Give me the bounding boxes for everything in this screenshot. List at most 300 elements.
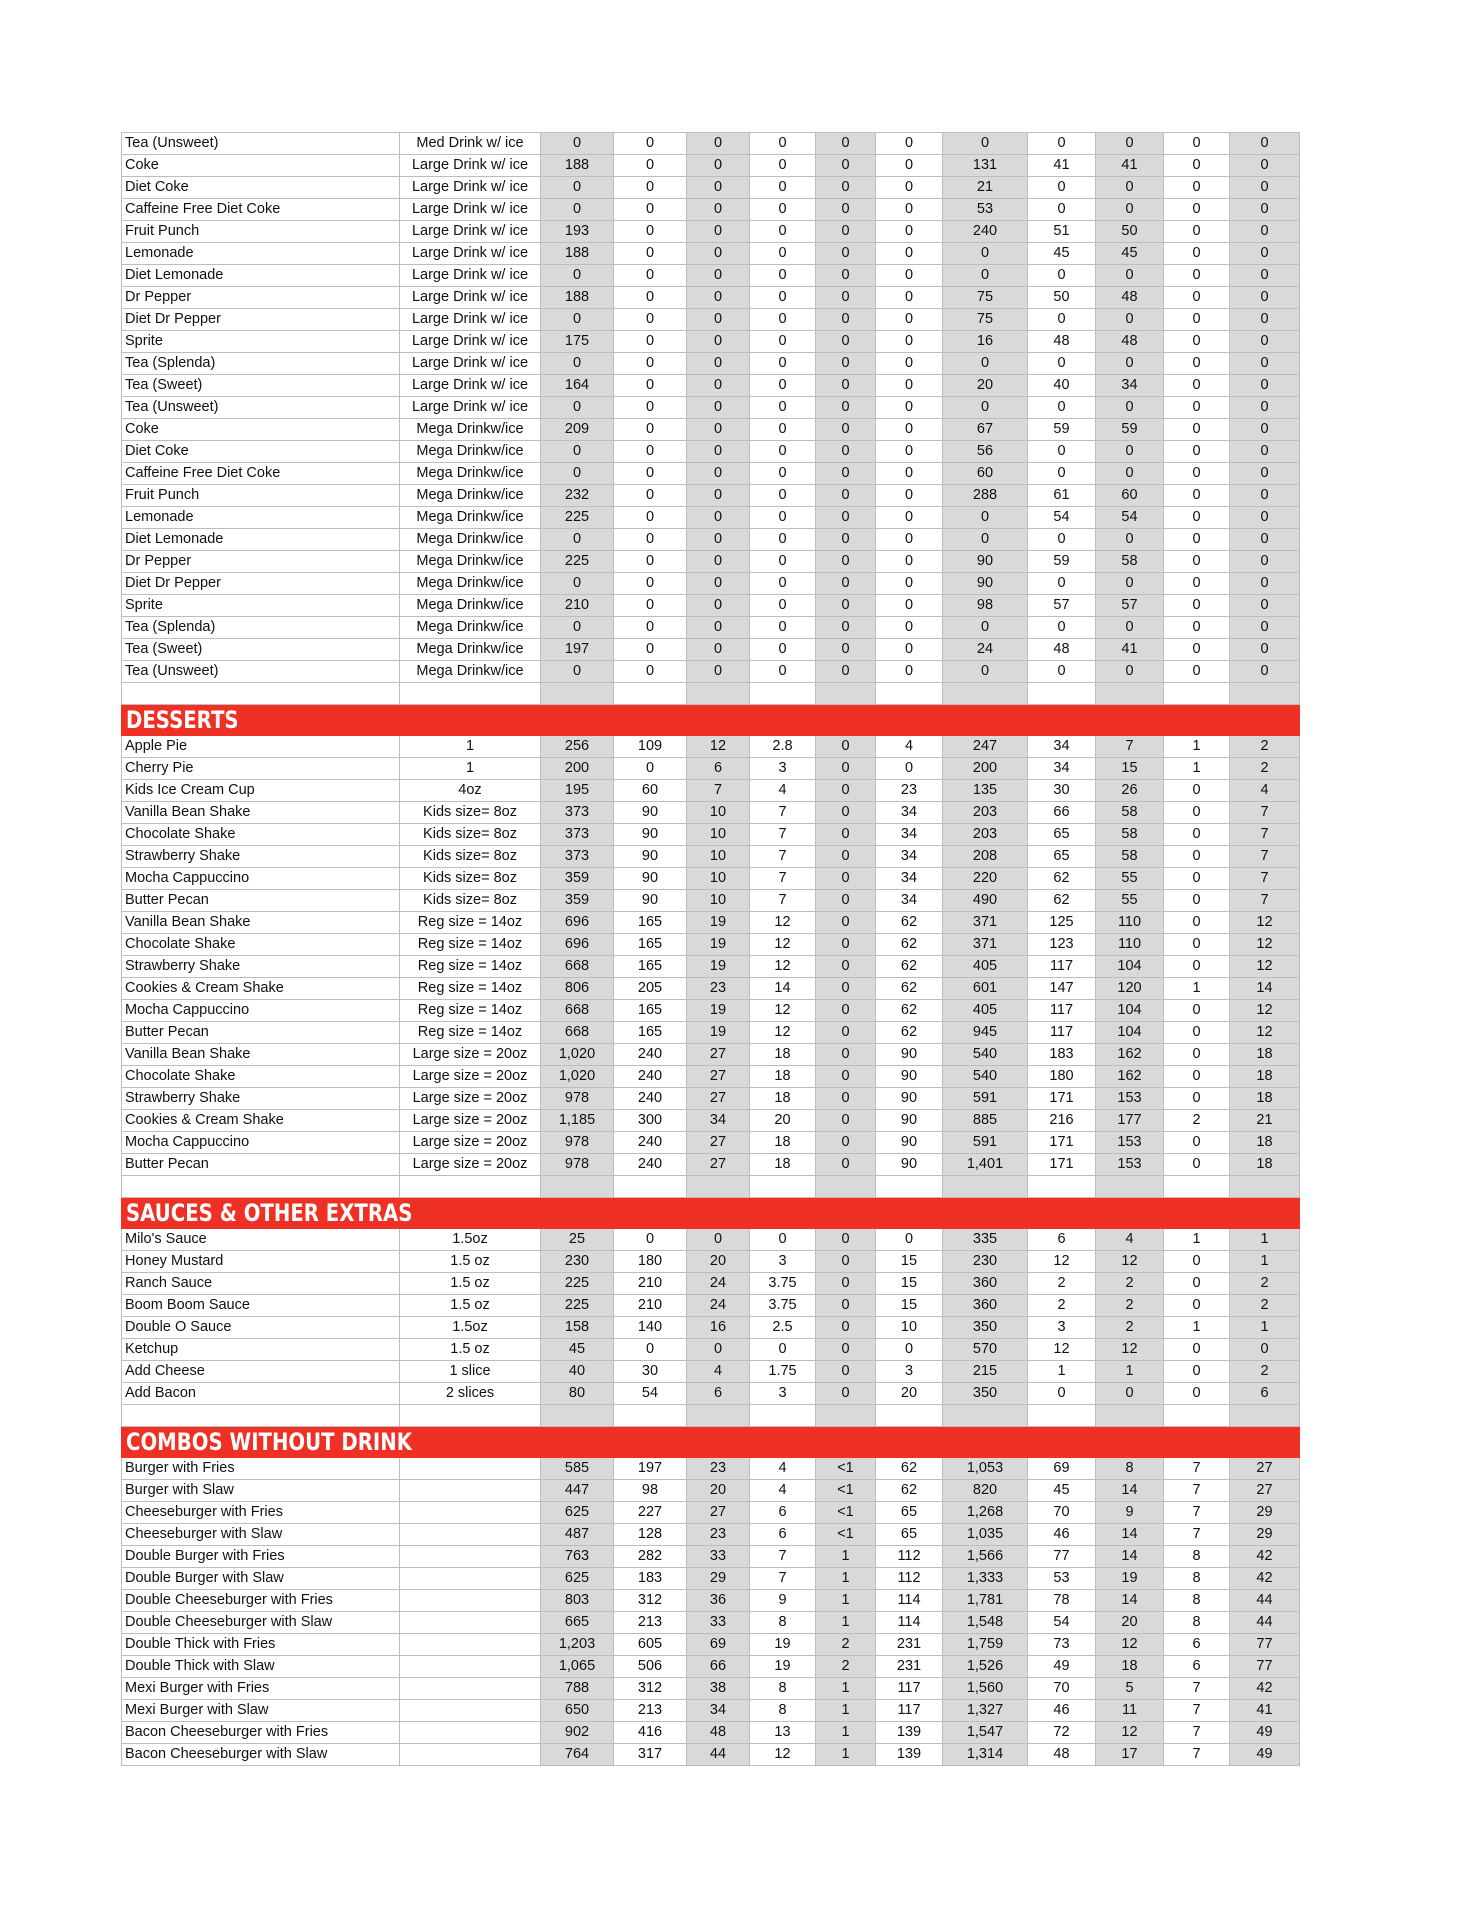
nutrient-value-cell: 14 (1096, 1546, 1164, 1568)
nutrient-value-cell: 0 (876, 551, 943, 573)
section-header-row (122, 705, 1300, 736)
nutrient-value-cell: 49 (1028, 1656, 1096, 1678)
section-title: SAUCES & OTHER EXTRAS (126, 1199, 413, 1227)
nutrient-value-cell: 34 (687, 1700, 750, 1722)
nutrient-value-cell: 54 (614, 1383, 687, 1405)
nutrient-value-cell: 50 (1028, 287, 1096, 309)
nutrient-value-cell: 7 (750, 1546, 816, 1568)
nutrient-value-cell: 0 (1164, 1132, 1230, 1154)
nutrient-value-cell: 7 (1164, 1722, 1230, 1744)
nutrient-value-cell: 1,401 (943, 1154, 1028, 1176)
serving-size-cell: 2 slices (400, 1383, 541, 1405)
nutrient-value-cell: 15 (876, 1273, 943, 1295)
nutrient-value-cell: 0 (614, 617, 687, 639)
nutrient-value-cell: 0 (750, 507, 816, 529)
item-name-cell: Caffeine Free Diet Coke (122, 463, 400, 485)
nutrient-value-cell: 605 (614, 1634, 687, 1656)
nutrient-value-cell: 0 (687, 595, 750, 617)
nutrient-value-cell: 0 (687, 309, 750, 331)
nutrient-value-cell: 0 (687, 617, 750, 639)
nutrient-value-cell: 0 (1164, 780, 1230, 802)
nutrient-value-cell: 1 (1230, 1317, 1300, 1339)
section-header-row (122, 1198, 1300, 1229)
nutrient-value-cell: 625 (541, 1568, 614, 1590)
nutrient-value-cell: 0 (816, 419, 876, 441)
nutrient-value-cell: 117 (1028, 1022, 1096, 1044)
nutrient-value-cell: 0 (1028, 309, 1096, 331)
nutrient-value-cell: 80 (541, 1383, 614, 1405)
nutrient-value-cell: 240 (614, 1066, 687, 1088)
nutrient-value-cell: 447 (541, 1480, 614, 1502)
nutrient-value-cell: 209 (541, 419, 614, 441)
nutrient-value-cell: 0 (876, 595, 943, 617)
nutrient-value-cell: 247 (943, 736, 1028, 758)
nutrient-value-cell: 0 (816, 1044, 876, 1066)
nutrient-value-cell: 30 (614, 1361, 687, 1383)
nutrient-value-cell: 0 (750, 617, 816, 639)
nutrient-value-cell: 2 (1230, 736, 1300, 758)
nutrient-value-cell: 65 (876, 1524, 943, 1546)
nutrient-value-cell: 8 (750, 1700, 816, 1722)
nutrient-value-cell: 0 (687, 463, 750, 485)
section-header (122, 1427, 1300, 1458)
nutrient-value-cell: 14 (750, 978, 816, 1000)
nutrient-value-cell: 0 (816, 1088, 876, 1110)
nutrient-value-cell: 0 (1028, 617, 1096, 639)
nutrient-value-cell: 58 (1096, 551, 1164, 573)
nutrient-value-cell: 0 (1096, 397, 1164, 419)
nutrient-value-cell: 0 (1096, 441, 1164, 463)
nutrient-value-cell: 42 (1230, 1568, 1300, 1590)
nutrient-value-cell: 58 (1096, 846, 1164, 868)
nutrient-value-cell: 48 (1028, 331, 1096, 353)
empty-cell (750, 683, 816, 705)
nutrient-value-cell: 360 (943, 1295, 1028, 1317)
item-name-cell: Burger with Fries (122, 1458, 400, 1480)
nutrient-value-cell: 153 (1096, 1132, 1164, 1154)
empty-cell (816, 1176, 876, 1198)
nutrient-value-cell: 188 (541, 287, 614, 309)
nutrient-value-cell: 359 (541, 868, 614, 890)
serving-size-cell (400, 1744, 541, 1766)
nutrient-value-cell: 7 (687, 780, 750, 802)
nutrient-value-cell: 978 (541, 1154, 614, 1176)
nutrient-value-cell: 53 (1028, 1568, 1096, 1590)
nutrient-value-cell: 3 (876, 1361, 943, 1383)
nutrient-value-cell: 668 (541, 1022, 614, 1044)
nutrient-value-cell: 0 (816, 133, 876, 155)
nutrient-value-cell: 405 (943, 1000, 1028, 1022)
empty-cell (541, 683, 614, 705)
nutrient-value-cell: 0 (687, 331, 750, 353)
nutrient-value-cell: 0 (1164, 1088, 1230, 1110)
empty-cell (1164, 683, 1230, 705)
table-row (122, 287, 1300, 309)
nutrient-value-cell: 5 (1096, 1678, 1164, 1700)
nutrient-value-cell: 0 (1028, 133, 1096, 155)
item-name-cell: Cherry Pie (122, 758, 400, 780)
nutrient-value-cell: 34 (1096, 375, 1164, 397)
serving-size-cell: Mega Drinkw/ice (400, 507, 541, 529)
serving-size-cell: Large size = 20oz (400, 1132, 541, 1154)
nutrient-value-cell: 0 (750, 441, 816, 463)
table-row (122, 1317, 1300, 1339)
nutrient-value-cell: 820 (943, 1480, 1028, 1502)
nutrient-value-cell: 34 (1028, 758, 1096, 780)
serving-size-cell: Large Drink w/ ice (400, 353, 541, 375)
nutrient-value-cell: 0 (876, 529, 943, 551)
nutrient-value-cell: 2 (1028, 1295, 1096, 1317)
nutrient-value-cell: 0 (816, 758, 876, 780)
item-name-cell: Mocha Cappuccino (122, 868, 400, 890)
nutrient-value-cell: 650 (541, 1700, 614, 1722)
nutrient-value-cell: 1,781 (943, 1590, 1028, 1612)
nutrient-value-cell: 0 (1164, 912, 1230, 934)
nutrient-value-cell: 33 (687, 1546, 750, 1568)
item-name-cell: Tea (Unsweet) (122, 397, 400, 419)
nutrient-value-cell: 1,547 (943, 1722, 1028, 1744)
nutrient-value-cell: 300 (614, 1110, 687, 1132)
table-row (122, 1361, 1300, 1383)
nutrient-value-cell: 0 (750, 573, 816, 595)
nutrient-value-cell: 18 (1230, 1088, 1300, 1110)
nutrient-value-cell: 12 (750, 934, 816, 956)
nutrient-value-cell: 18 (750, 1044, 816, 1066)
nutrient-value-cell: 56 (943, 441, 1028, 463)
serving-size-cell (400, 1634, 541, 1656)
nutrient-value-cell: 0 (816, 331, 876, 353)
nutrient-value-cell: 0 (541, 265, 614, 287)
nutrient-value-cell: 371 (943, 912, 1028, 934)
nutrient-value-cell: 0 (1164, 419, 1230, 441)
nutrient-value-cell: 23 (687, 1524, 750, 1546)
nutrient-value-cell: 65 (876, 1502, 943, 1524)
nutrient-value-cell: 65 (1028, 846, 1096, 868)
nutrient-value-cell: 0 (1096, 353, 1164, 375)
nutrient-value-cell: 0 (750, 265, 816, 287)
nutrient-value-cell: 0 (1230, 419, 1300, 441)
nutrient-value-cell: 0 (1028, 397, 1096, 419)
serving-size-cell (400, 1678, 541, 1700)
nutrient-value-cell: 0 (1164, 1154, 1230, 1176)
serving-size-cell: 1 (400, 736, 541, 758)
nutrient-value-cell: 19 (750, 1634, 816, 1656)
nutrient-value-cell: 371 (943, 934, 1028, 956)
nutrient-value-cell: 350 (943, 1317, 1028, 1339)
nutrient-value-cell: 19 (687, 956, 750, 978)
nutrient-value-cell: 0 (1096, 177, 1164, 199)
nutrient-value-cell: 0 (687, 287, 750, 309)
serving-size-cell: Mega Drinkw/ice (400, 573, 541, 595)
serving-size-cell: Large size = 20oz (400, 1044, 541, 1066)
table-row (122, 243, 1300, 265)
nutrient-value-cell: 359 (541, 890, 614, 912)
nutrient-value-cell: 0 (750, 463, 816, 485)
nutrient-value-cell: 0 (1164, 1295, 1230, 1317)
table-row (122, 1044, 1300, 1066)
nutrient-value-cell: 373 (541, 824, 614, 846)
nutrient-value-cell: 1,327 (943, 1700, 1028, 1722)
nutrient-value-cell: 131 (943, 155, 1028, 177)
nutrient-value-cell: 48 (1096, 287, 1164, 309)
serving-size-cell: Kids size= 8oz (400, 824, 541, 846)
nutrient-value-cell: 0 (876, 331, 943, 353)
empty-cell (750, 1176, 816, 1198)
nutrient-value-cell: 7 (1096, 736, 1164, 758)
nutrient-value-cell: 0 (876, 485, 943, 507)
nutrient-value-cell: 0 (816, 736, 876, 758)
item-name-cell: Dr Pepper (122, 287, 400, 309)
empty-cell (687, 1176, 750, 1198)
nutrient-value-cell: 0 (1164, 617, 1230, 639)
serving-size-cell: Mega Drinkw/ice (400, 551, 541, 573)
nutrient-value-cell: 1,526 (943, 1656, 1028, 1678)
nutrient-value-cell: 803 (541, 1590, 614, 1612)
empty-cell (400, 1405, 541, 1427)
table-row (122, 1154, 1300, 1176)
nutrient-value-cell: 29 (1230, 1502, 1300, 1524)
nutrient-value-cell: 0 (1230, 155, 1300, 177)
nutrient-value-cell: 0 (1164, 934, 1230, 956)
nutrient-value-cell: 60 (943, 463, 1028, 485)
nutrient-value-cell: 6 (1164, 1634, 1230, 1656)
nutrient-value-cell: 213 (614, 1700, 687, 1722)
nutrient-value-cell: 18 (750, 1088, 816, 1110)
nutrient-value-cell: 0 (876, 375, 943, 397)
item-name-cell: Add Bacon (122, 1383, 400, 1405)
serving-size-cell: 4oz (400, 780, 541, 802)
serving-size-cell (400, 1502, 541, 1524)
nutrient-value-cell: 0 (541, 463, 614, 485)
nutrient-value-cell: 3 (750, 1383, 816, 1405)
nutrient-value-cell: 6 (687, 1383, 750, 1405)
nutrient-value-cell: 0 (750, 287, 816, 309)
nutrient-value-cell: 12 (1230, 1000, 1300, 1022)
nutrient-value-cell: 0 (816, 890, 876, 912)
nutrient-value-cell: 19 (687, 934, 750, 956)
nutrient-value-cell: 215 (943, 1361, 1028, 1383)
nutrient-value-cell: 23 (687, 978, 750, 1000)
nutrient-value-cell: 0 (816, 551, 876, 573)
table-row (122, 595, 1300, 617)
nutrient-value-cell: 12 (750, 956, 816, 978)
table-row (122, 846, 1300, 868)
nutrient-value-cell: 0 (1164, 639, 1230, 661)
nutrient-value-cell: 350 (943, 1383, 1028, 1405)
item-name-cell: Vanilla Bean Shake (122, 912, 400, 934)
serving-size-cell: Mega Drinkw/ice (400, 661, 541, 683)
nutrient-value-cell: 104 (1096, 1022, 1164, 1044)
nutrient-value-cell: 0 (1230, 573, 1300, 595)
nutrient-value-cell: 75 (943, 309, 1028, 331)
nutrient-value-cell: 1 (816, 1590, 876, 1612)
section-header (122, 1198, 1300, 1229)
nutrient-value-cell: 120 (1096, 978, 1164, 1000)
nutrient-value-cell: 0 (876, 661, 943, 683)
nutrient-value-cell: 0 (816, 1383, 876, 1405)
nutrient-value-cell: 0 (614, 1229, 687, 1251)
nutrient-value-cell: 66 (687, 1656, 750, 1678)
nutrient-value-cell: 7 (1230, 846, 1300, 868)
nutrient-value-cell: 104 (1096, 956, 1164, 978)
nutrient-value-cell: 0 (816, 824, 876, 846)
nutrient-value-cell: 0 (541, 309, 614, 331)
item-name-cell: Mexi Burger with Slaw (122, 1700, 400, 1722)
nutrient-value-cell: 73 (1028, 1634, 1096, 1656)
nutrient-value-cell: 373 (541, 846, 614, 868)
nutrient-value-cell: 200 (943, 758, 1028, 780)
nutrient-value-cell: 90 (876, 1066, 943, 1088)
empty-cell (750, 1405, 816, 1427)
serving-size-cell: Med Drink w/ ice (400, 133, 541, 155)
nutrient-value-cell: 53 (943, 199, 1028, 221)
nutrient-value-cell: 0 (1096, 573, 1164, 595)
nutrient-value-cell: 0 (943, 133, 1028, 155)
serving-size-cell: Large Drink w/ ice (400, 375, 541, 397)
nutrient-value-cell: 77 (1230, 1634, 1300, 1656)
item-name-cell: Diet Coke (122, 177, 400, 199)
table-row (122, 1700, 1300, 1722)
table-row (122, 265, 1300, 287)
nutrient-value-cell: 45 (1028, 1480, 1096, 1502)
nutrient-value-cell: 0 (541, 397, 614, 419)
nutrient-value-cell: 232 (541, 485, 614, 507)
item-name-cell: Chocolate Shake (122, 824, 400, 846)
nutrient-value-cell: 54 (1028, 1612, 1096, 1634)
nutrient-value-cell: 66 (1028, 802, 1096, 824)
nutrient-value-cell: 0 (1230, 617, 1300, 639)
nutrient-value-cell: 0 (1164, 309, 1230, 331)
nutrient-value-cell: 0 (614, 353, 687, 375)
nutrient-value-cell: 34 (876, 846, 943, 868)
table-row (122, 353, 1300, 375)
item-name-cell: Ranch Sauce (122, 1273, 400, 1295)
nutrient-value-cell: 171 (1028, 1088, 1096, 1110)
nutrient-value-cell: 140 (614, 1317, 687, 1339)
nutrient-value-cell: 7 (1164, 1502, 1230, 1524)
nutrient-value-cell: 0 (1164, 265, 1230, 287)
nutrient-value-cell: 0 (750, 397, 816, 419)
serving-size-cell: Mega Drinkw/ice (400, 595, 541, 617)
nutrient-value-cell: 0 (816, 309, 876, 331)
table-row (122, 1480, 1300, 1502)
nutrient-value-cell: 0 (687, 397, 750, 419)
nutrient-value-cell: 317 (614, 1744, 687, 1766)
nutrient-value-cell: 10 (876, 1317, 943, 1339)
table-row (122, 1590, 1300, 1612)
nutrient-value-cell: 23 (687, 1458, 750, 1480)
nutrient-value-cell: 19 (1096, 1568, 1164, 1590)
table-row (122, 1273, 1300, 1295)
serving-size-cell (400, 1656, 541, 1678)
empty-cell (876, 1405, 943, 1427)
nutrient-value-cell: 0 (1096, 463, 1164, 485)
empty-cell (943, 1405, 1028, 1427)
serving-size-cell: Mega Drinkw/ice (400, 463, 541, 485)
nutrient-value-cell: 0 (1164, 661, 1230, 683)
nutrient-value-cell: 360 (943, 1273, 1028, 1295)
table-row (122, 1066, 1300, 1088)
nutrient-value-cell: 61 (1028, 485, 1096, 507)
nutrient-value-cell: 75 (943, 287, 1028, 309)
table-row (122, 1744, 1300, 1766)
nutrient-value-cell: 1 (1164, 758, 1230, 780)
nutrient-value-cell: 0 (1164, 1273, 1230, 1295)
nutrient-value-cell: 193 (541, 221, 614, 243)
item-name-cell: Boom Boom Sauce (122, 1295, 400, 1317)
table-row (122, 1339, 1300, 1361)
table-row (122, 221, 1300, 243)
serving-size-cell: Kids size= 8oz (400, 868, 541, 890)
nutrient-value-cell: 1,759 (943, 1634, 1028, 1656)
nutrient-value-cell: 0 (816, 1229, 876, 1251)
nutrient-value-cell: 57 (1096, 595, 1164, 617)
nutrient-value-cell: 0 (1164, 287, 1230, 309)
nutrient-value-cell: 0 (614, 243, 687, 265)
item-name-cell: Double Burger with Fries (122, 1546, 400, 1568)
nutrient-value-cell: 416 (614, 1722, 687, 1744)
nutrient-value-cell: 8 (1164, 1612, 1230, 1634)
item-name-cell: Sprite (122, 331, 400, 353)
nutrient-value-cell: 114 (876, 1590, 943, 1612)
serving-size-cell: Large Drink w/ ice (400, 155, 541, 177)
nutrient-value-cell: 4 (876, 736, 943, 758)
nutrient-value-cell: 44 (687, 1744, 750, 1766)
nutrient-value-cell: 0 (943, 397, 1028, 419)
nutrient-value-cell: 10 (687, 824, 750, 846)
nutrient-value-cell: 0 (876, 243, 943, 265)
nutrient-value-cell: 0 (816, 397, 876, 419)
table-row (122, 177, 1300, 199)
table-row (122, 956, 1300, 978)
nutrient-value-cell: 0 (816, 1317, 876, 1339)
nutrient-value-cell: 42 (1230, 1678, 1300, 1700)
nutrient-value-cell: 27 (687, 1154, 750, 1176)
nutrient-value-cell: 27 (687, 1088, 750, 1110)
nutrient-value-cell: 20 (943, 375, 1028, 397)
nutrient-value-cell: 0 (816, 287, 876, 309)
nutrient-value-cell: 0 (1164, 375, 1230, 397)
nutrient-value-cell: 0 (1230, 661, 1300, 683)
nutrient-value-cell: 3.75 (750, 1273, 816, 1295)
nutrient-value-cell: 405 (943, 956, 1028, 978)
nutrient-value-cell: 0 (1230, 1339, 1300, 1361)
nutrient-value-cell: 4 (750, 780, 816, 802)
item-name-cell: Bacon Cheeseburger with Slaw (122, 1744, 400, 1766)
nutrient-value-cell: 18 (1230, 1066, 1300, 1088)
table-row (122, 551, 1300, 573)
nutrient-value-cell: 23 (876, 780, 943, 802)
item-name-cell: Diet Dr Pepper (122, 309, 400, 331)
empty-cell (122, 683, 400, 705)
table-row (122, 780, 1300, 802)
nutrient-value-cell: 112 (876, 1568, 943, 1590)
nutrient-value-cell: 27 (687, 1132, 750, 1154)
serving-size-cell: Mega Drinkw/ice (400, 529, 541, 551)
empty-cell (1230, 1405, 1300, 1427)
nutrient-value-cell: 591 (943, 1132, 1028, 1154)
nutrient-value-cell: 18 (1230, 1044, 1300, 1066)
nutrient-value-cell: 77 (1230, 1656, 1300, 1678)
nutrient-value-cell: 0 (1230, 199, 1300, 221)
item-name-cell: Lemonade (122, 243, 400, 265)
nutrient-value-cell: 2 (1230, 1273, 1300, 1295)
nutrient-value-cell: 0 (876, 397, 943, 419)
nutrient-value-cell: 40 (1028, 375, 1096, 397)
nutrient-value-cell: 8 (1164, 1590, 1230, 1612)
nutrient-value-cell: 978 (541, 1132, 614, 1154)
nutrient-value-cell: 806 (541, 978, 614, 1000)
